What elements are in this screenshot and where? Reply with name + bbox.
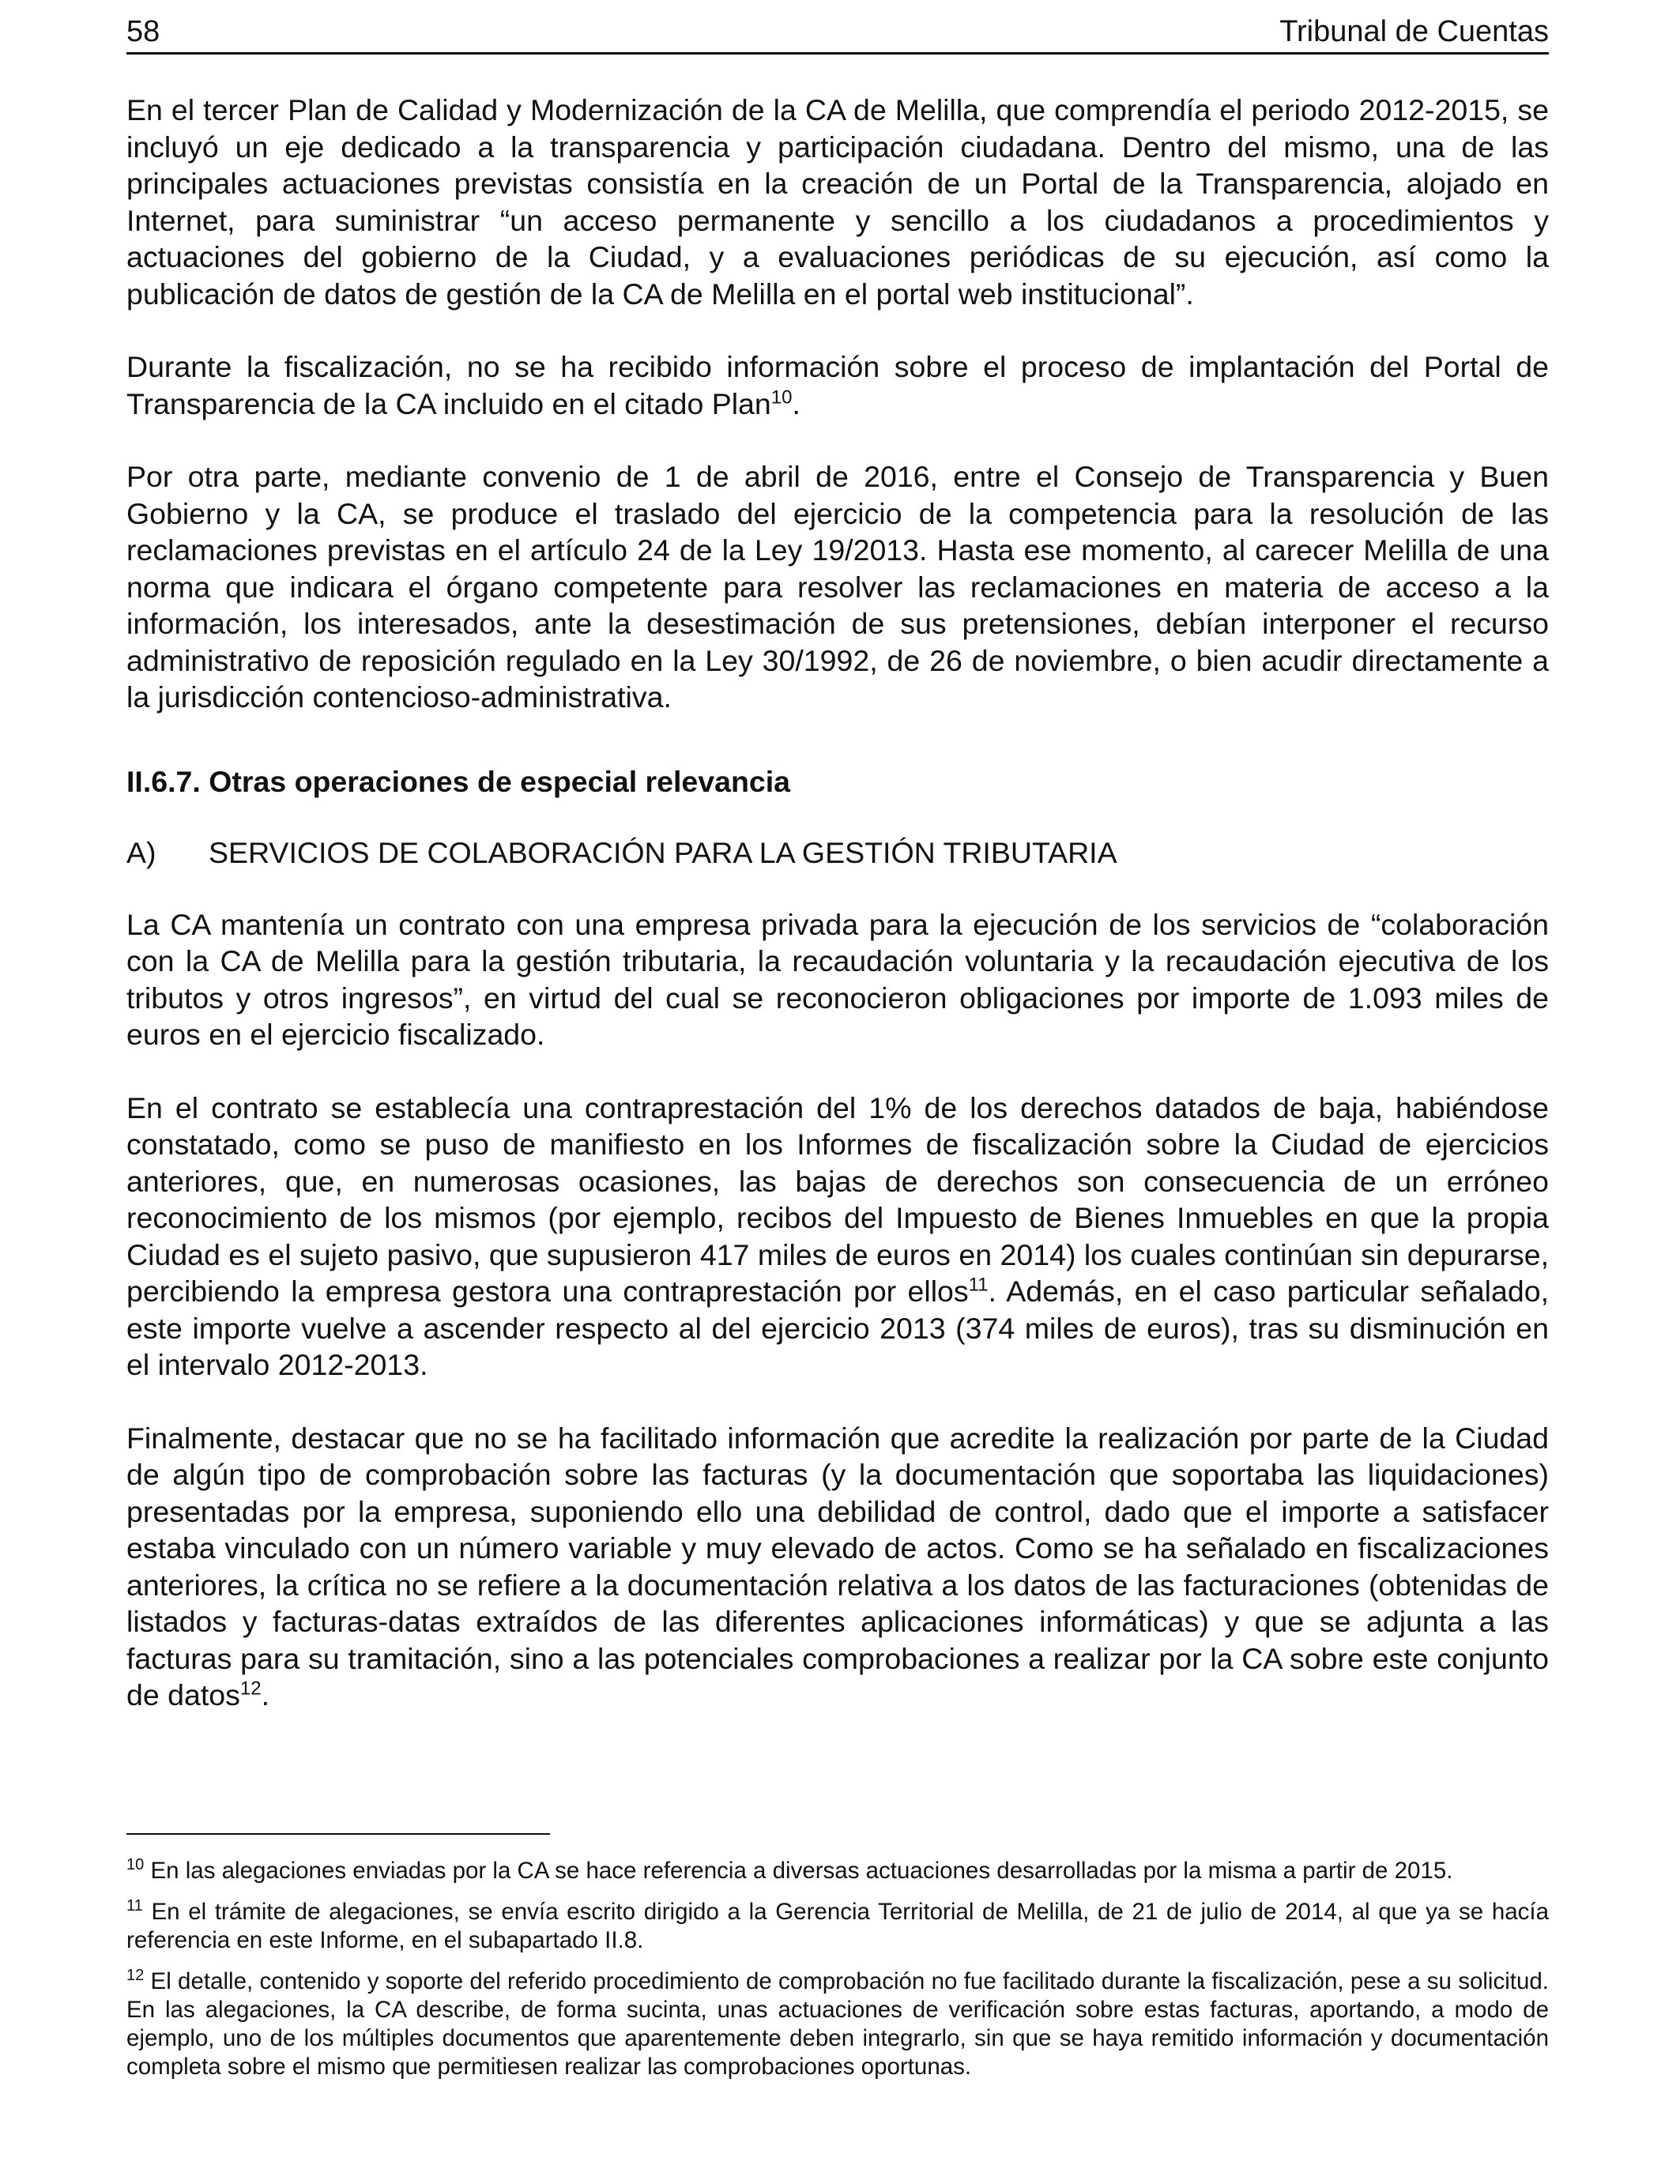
page-number: 58 — [126, 15, 160, 48]
footnote-ref-12[interactable]: 12 — [239, 1678, 262, 1700]
footnote-number: 10 — [126, 1856, 145, 1874]
paragraph-end: . — [792, 386, 800, 420]
paragraph-convenio: Por otra parte, mediante convenio de 1 de abril de 2016, entre el Consejo de Transparencia y Buen Gobierno y la CA, se produce el traslado del ejercicio de la competencia para la resolución de las reclamaciones previstas en el artículo 24 de la Ley 19/2013. Hasta ese momento, al carecer Melilla de una norma que indicara el órgano competente para resolver las reclamaciones en materia de acceso a la información, los interesados, ante la desestimación de sus pretensiones, debían interponer el recurso administrativo de reposición regulado en la Ley 30/1992, de 26 de noviembre, o bien acudir directamente a la jurisdicción contencioso-administrativa. — [126, 460, 1549, 714]
footnote-ref-10[interactable]: 10 — [770, 386, 793, 408]
subsection-letter: A) — [126, 836, 156, 869]
paragraph-text: Finalmente, destacar que no se ha facilitado información que acredite la realización por parte de la Ciudad de algún tipo de comprobación sobre las facturas (y la documentación que soportaba las liquidaciones) presentadas por la empresa, suponiendo ello una debilidad de control, dado que el importe a satisfacer estaba vinculado con un número variable y muy elevado de actos. Como se ha señalado en fiscalizaciones anteriores, la crítica no se refiere a la documentación relativa a los datos de las facturaciones (obtenidas de listados y facturas-datas extraídos de las diferentes aplicaciones informáticas) y que se adjunta a las facturas para su tramitación, sino a las potenciales comprobaciones a realizar por la CA sobre este conjunto de datos — [126, 1421, 1549, 1711]
footnote-10 — [126, 1857, 1549, 1885]
section-heading: II.6.7. Otras operaciones de especial relevancia — [126, 764, 791, 798]
footnote-11 — [126, 1898, 1549, 1955]
paragraph-transparency-plan: En el tercer Plan de Calidad y Modernización de la CA de Melilla, que comprendía el periodo 2012-2015, se incluyó un eje dedicado a la transparencia y participación ciudadana. Dentro del mismo, una de las principales actuaciones previstas consistía en la creación de un Portal de la Transparencia, alojado en Internet, para suministrar “un acceso permanente y sencillo a los ciudadanos a procedimientos y actuaciones del gobierno de la Ciudad, y a evaluaciones periódicas de su ejecución, así como la publicación de datos de gestión de la CA de Melilla en el portal web institucional”. — [126, 93, 1549, 311]
footnote-12 — [126, 1967, 1549, 2081]
footnotes-section — [126, 1833, 1549, 2094]
paragraph-end: . Además, en el caso particular señalado, este importe vuelve a ascender respecto al del ejercicio 2013 (374 miles de euros), tras su disminución en el intervalo 2012-2013. — [126, 1275, 1549, 1381]
footnote-text: El detalle, contenido y soporte del referido procedimiento de comprobación no fue facilitado durante la fiscalización, pese a su solicitud. En las alegaciones, la CA describe, de forma sucinta, unas actuaciones de verificación sobre estas facturas, aportando, a modo de ejemplo, uno de los múltiples documentos que aparentemente deben integrarlo, sin que se haya remitido información y documentación completa sobre el mismo que permitiesen realizar las comprobaciones oportunas. — [126, 1968, 1549, 2080]
paragraph-contraprestacion — [126, 1090, 1549, 1384]
publication-title: Tribunal de Cuentas — [1279, 15, 1549, 48]
footnote-ref-11[interactable]: 11 — [968, 1274, 989, 1296]
subsection-heading — [126, 834, 1549, 872]
body-text — [126, 92, 1549, 1750]
paragraph-end: . — [261, 1678, 269, 1711]
footnote-number: 11 — [126, 1897, 143, 1915]
paragraph-text: Durante la fiscalización, no se ha recibido información sobre el proceso de implantación del Portal de Transparencia de la CA incluido en el citado Plan — [126, 350, 1549, 420]
paragraph-control — [126, 1420, 1549, 1714]
paragraph-text: En el contrato se establecía una contraprestación del 1% de los derechos datados de baja, habiéndose constatado, como se puso de manifiesto en los Informes de fiscalización sobre la Ciudad de ejercicios anteriores, que, en numerosas ocasiones, las bajas de derechos son consecuencia de un erróneo reconocimiento de los mismos (por ejemplo, recibos del Impuesto de Bienes Inmuebles en que la propia Ciudad es el sujeto pasivo, que supusieron 417 miles de euros en 2014) los cuales continúan sin depurarse, percibiendo la empresa gestora una contraprestación por ellos — [126, 1090, 1549, 1308]
subsection-title: SERVICIOS DE COLABORACIÓN PARA LA GESTIÓN TRIBUTARIA — [209, 836, 1117, 869]
footnote-text: En las alegaciones enviadas por la CA se hace referencia a diversas actuaciones desarrolladas por la misma a partir de 2015. — [150, 1858, 1453, 1884]
footnote-separator — [126, 1833, 550, 1835]
footnote-number: 12 — [126, 1967, 145, 1985]
page-header — [126, 11, 1549, 55]
paragraph-portal-status — [126, 348, 1549, 422]
footnote-text: En el trámite de alegaciones, se envía escrito dirigido a la Gerencia Territorial de Melilla, de 21 de julio de 2014, al que ya se hacía referencia en este Informe, en el subapartado II.8. — [126, 1899, 1549, 1953]
paragraph-contract: La CA mantenía un contrato con una empresa privada para la ejecución de los servicios de “colaboración con la CA de Melilla para la gestión tributaria, la recaudación voluntaria y la recaudación ejecutiva de los tributos y otros ingresos”, en virtud del cual se reconocieron obligaciones por importe de 1.093 miles de euros en el ejercicio fiscalizado. — [126, 907, 1549, 1051]
